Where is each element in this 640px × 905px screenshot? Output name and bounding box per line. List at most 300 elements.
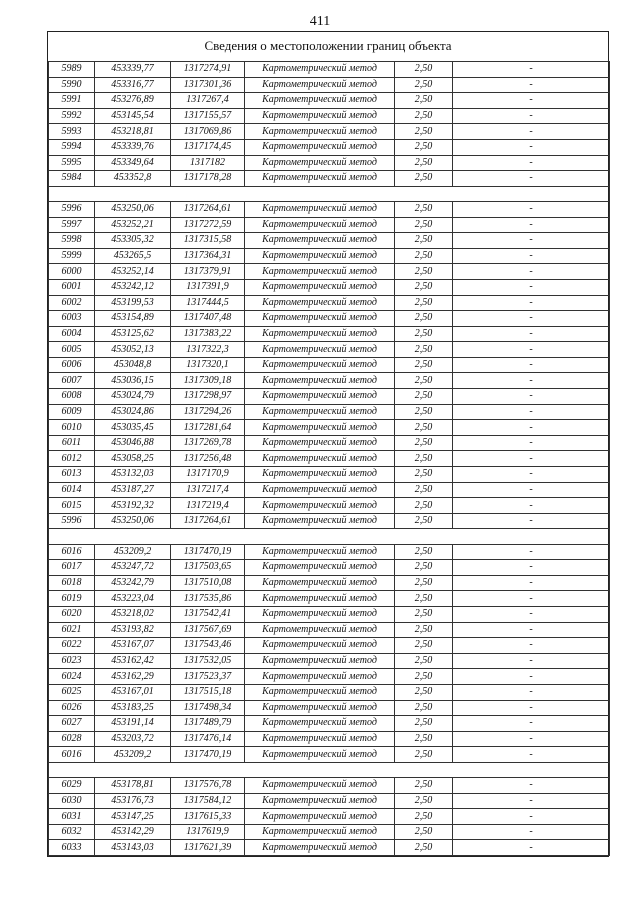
table-row [49,233,610,249]
point-number-cell: 5993 [49,124,95,140]
accuracy-cell: 2,50 [395,700,453,716]
method-cell: Картометрический метод [245,606,395,622]
method-cell: Картометрический метод [245,171,395,187]
x-coordinate-cell: 453167,01 [95,684,171,700]
y-coordinate-cell: 1317274,91 [171,62,245,78]
table-row [49,653,610,669]
method-cell: Картометрический метод [245,77,395,93]
x-coordinate-cell: 453339,76 [95,139,171,155]
y-coordinate-cell: 1317322,3 [171,342,245,358]
y-coordinate-cell: 1317470,19 [171,544,245,560]
x-coordinate-cell: 453132,03 [95,467,171,483]
x-coordinate-cell: 453052,13 [95,342,171,358]
table-row [49,638,610,654]
description-cell: - [453,264,610,280]
description-cell: - [453,544,610,560]
description-cell: - [453,404,610,420]
table-row [49,467,610,483]
point-number-cell: 6012 [49,451,95,467]
description-cell: - [453,373,610,389]
x-coordinate-cell: 453024,79 [95,389,171,405]
y-coordinate-cell: 1317267,4 [171,93,245,109]
point-number-cell: 5998 [49,233,95,249]
x-coordinate-cell: 453187,27 [95,482,171,498]
point-number-cell: 6028 [49,731,95,747]
method-cell: Картометрический метод [245,669,395,685]
x-coordinate-cell: 453176,73 [95,793,171,809]
description-cell: - [453,295,610,311]
x-coordinate-cell: 453167,07 [95,638,171,654]
method-cell: Картометрический метод [245,684,395,700]
table-row [49,482,610,498]
point-number-cell: 5997 [49,217,95,233]
table-row [49,155,610,171]
description-cell: - [453,560,610,576]
description-cell: - [453,155,610,171]
description-cell: - [453,124,610,140]
x-coordinate-cell: 453247,72 [95,560,171,576]
y-coordinate-cell: 1317298,97 [171,389,245,405]
table-row [49,747,610,763]
table-row [49,248,610,264]
accuracy-cell: 2,50 [395,669,453,685]
point-number-cell: 6003 [49,311,95,327]
table-row [49,778,610,794]
point-number-cell: 6011 [49,435,95,451]
method-cell: Картометрический метод [245,217,395,233]
point-number-cell: 5999 [49,248,95,264]
accuracy-cell: 2,50 [395,279,453,295]
x-coordinate-cell: 453162,29 [95,669,171,685]
y-coordinate-cell: 1317515,18 [171,684,245,700]
table-row [49,560,610,576]
point-number-cell: 6009 [49,404,95,420]
y-coordinate-cell: 1317264,61 [171,201,245,217]
point-number-cell: 5996 [49,513,95,529]
description-cell: - [453,420,610,436]
point-number-cell: 6020 [49,606,95,622]
accuracy-cell: 2,50 [395,498,453,514]
y-coordinate-cell: 1317567,69 [171,622,245,638]
point-number-cell: 5991 [49,93,95,109]
point-number-cell: 6031 [49,809,95,825]
method-cell: Картометрический метод [245,809,395,825]
table-row [49,544,610,560]
description-cell: - [453,824,610,840]
y-coordinate-cell: 1317069,86 [171,124,245,140]
table-row [49,606,610,622]
method-cell: Картометрический метод [245,404,395,420]
x-coordinate-cell: 453048,8 [95,357,171,373]
x-coordinate-cell: 453218,81 [95,124,171,140]
x-coordinate-cell: 453339,77 [95,62,171,78]
description-cell: - [453,638,610,654]
table-row [49,840,610,856]
point-number-cell: 5990 [49,77,95,93]
accuracy-cell: 2,50 [395,124,453,140]
description-cell: - [453,93,610,109]
x-coordinate-cell: 453265,5 [95,248,171,264]
method-cell: Картометрический метод [245,498,395,514]
accuracy-cell: 2,50 [395,435,453,451]
method-cell: Картометрический метод [245,357,395,373]
table-row [49,389,610,405]
description-cell: - [453,62,610,78]
method-cell: Картометрический метод [245,731,395,747]
table-row [49,279,610,295]
y-coordinate-cell: 1317264,61 [171,513,245,529]
method-cell: Картометрический метод [245,108,395,124]
x-coordinate-cell: 453209,2 [95,747,171,763]
accuracy-cell: 2,50 [395,248,453,264]
x-coordinate-cell: 453058,25 [95,451,171,467]
accuracy-cell: 2,50 [395,560,453,576]
page-number: 411 [309,14,331,29]
y-coordinate-cell: 1317476,14 [171,731,245,747]
y-coordinate-cell: 1317444,5 [171,295,245,311]
y-coordinate-cell: 1317584,12 [171,793,245,809]
x-coordinate-cell: 453143,03 [95,840,171,856]
table-row [49,591,610,607]
x-coordinate-cell: 453305,32 [95,233,171,249]
x-coordinate-cell: 453162,42 [95,653,171,669]
table-row [49,575,610,591]
method-cell: Картометрический метод [245,793,395,809]
x-coordinate-cell: 453276,89 [95,93,171,109]
method-cell: Картометрический метод [245,700,395,716]
accuracy-cell: 2,50 [395,747,453,763]
accuracy-cell: 2,50 [395,420,453,436]
description-cell: - [453,622,610,638]
description-cell: - [453,684,610,700]
separator-cell [49,186,610,201]
method-cell: Картометрический метод [245,435,395,451]
point-number-cell: 6015 [49,498,95,514]
method-cell: Картометрический метод [245,389,395,405]
x-coordinate-cell: 453035,45 [95,420,171,436]
x-coordinate-cell: 453178,81 [95,778,171,794]
y-coordinate-cell: 1317543,46 [171,638,245,654]
method-cell: Картометрический метод [245,622,395,638]
description-cell: - [453,653,610,669]
table-row [49,404,610,420]
method-cell: Картометрический метод [245,591,395,607]
description-cell: - [453,233,610,249]
group-separator-row [49,762,610,777]
method-cell: Картометрический метод [245,824,395,840]
description-cell: - [453,171,610,187]
method-cell: Картометрический метод [245,248,395,264]
point-number-cell: 6027 [49,716,95,732]
accuracy-cell: 2,50 [395,108,453,124]
point-number-cell: 6014 [49,482,95,498]
accuracy-cell: 2,50 [395,155,453,171]
y-coordinate-cell: 1317174,45 [171,139,245,155]
y-coordinate-cell: 1317489,79 [171,716,245,732]
method-cell: Картометрический метод [245,840,395,856]
method-cell: Картометрический метод [245,778,395,794]
separator-cell [49,762,610,777]
accuracy-cell: 2,50 [395,77,453,93]
y-coordinate-cell: 1317498,34 [171,700,245,716]
point-number-cell: 6007 [49,373,95,389]
description-cell: - [453,700,610,716]
table-row [49,373,610,389]
method-cell: Картометрический метод [245,513,395,529]
point-number-cell: 6030 [49,793,95,809]
point-number-cell: 5996 [49,201,95,217]
table-row [49,311,610,327]
description-cell: - [453,217,610,233]
x-coordinate-cell: 453218,02 [95,606,171,622]
x-coordinate-cell: 453209,2 [95,544,171,560]
method-cell: Картометрический метод [245,124,395,140]
method-cell: Картометрический метод [245,233,395,249]
accuracy-cell: 2,50 [395,389,453,405]
description-cell: - [453,809,610,825]
accuracy-cell: 2,50 [395,544,453,560]
point-number-cell: 5989 [49,62,95,78]
point-number-cell: 6010 [49,420,95,436]
accuracy-cell: 2,50 [395,840,453,856]
description-cell: - [453,513,610,529]
point-number-cell: 6021 [49,622,95,638]
x-coordinate-cell: 453192,32 [95,498,171,514]
y-coordinate-cell: 1317320,1 [171,357,245,373]
point-number-cell: 6029 [49,778,95,794]
accuracy-cell: 2,50 [395,778,453,794]
y-coordinate-cell: 1317219,4 [171,498,245,514]
y-coordinate-cell: 1317256,48 [171,451,245,467]
accuracy-cell: 2,50 [395,404,453,420]
point-number-cell: 6004 [49,326,95,342]
group-separator-row [49,529,610,544]
table-row [49,139,610,155]
method-cell: Картометрический метод [245,264,395,280]
y-coordinate-cell: 1317269,78 [171,435,245,451]
description-cell: - [453,435,610,451]
description-cell: - [453,326,610,342]
point-number-cell: 6033 [49,840,95,856]
x-coordinate-cell: 453250,06 [95,513,171,529]
x-coordinate-cell: 453191,14 [95,716,171,732]
description-cell: - [453,669,610,685]
y-coordinate-cell: 1317576,78 [171,778,245,794]
point-number-cell: 6000 [49,264,95,280]
table-row [49,326,610,342]
description-cell: - [453,467,610,483]
y-coordinate-cell: 1317170,9 [171,467,245,483]
accuracy-cell: 2,50 [395,139,453,155]
point-number-cell: 5994 [49,139,95,155]
point-number-cell: 6025 [49,684,95,700]
table-row [49,451,610,467]
point-number-cell: 6016 [49,747,95,763]
y-coordinate-cell: 1317294,26 [171,404,245,420]
x-coordinate-cell: 453242,79 [95,575,171,591]
x-coordinate-cell: 453252,14 [95,264,171,280]
table-row [49,217,610,233]
accuracy-cell: 2,50 [395,217,453,233]
point-number-cell: 6022 [49,638,95,654]
point-number-cell: 5995 [49,155,95,171]
y-coordinate-cell: 1317532,05 [171,653,245,669]
method-cell: Картометрический метод [245,295,395,311]
accuracy-cell: 2,50 [395,513,453,529]
point-number-cell: 6017 [49,560,95,576]
y-coordinate-cell: 1317281,64 [171,420,245,436]
point-number-cell: 6024 [49,669,95,685]
point-number-cell: 5992 [49,108,95,124]
y-coordinate-cell: 1317619,9 [171,824,245,840]
method-cell: Картометрический метод [245,638,395,654]
accuracy-cell: 2,50 [395,824,453,840]
description-cell: - [453,716,610,732]
table-heading: Сведения о местоположении границ объекта [204,38,452,53]
description-cell: - [453,451,610,467]
table-body [49,62,610,856]
table-row [49,201,610,217]
accuracy-cell: 2,50 [395,62,453,78]
method-cell: Картометрический метод [245,342,395,358]
table-row [49,731,610,747]
accuracy-cell: 2,50 [395,201,453,217]
method-cell: Картометрический метод [245,747,395,763]
x-coordinate-cell: 453024,86 [95,404,171,420]
y-coordinate-cell: 1317309,18 [171,373,245,389]
accuracy-cell: 2,50 [395,467,453,483]
y-coordinate-cell: 1317155,57 [171,108,245,124]
x-coordinate-cell: 453147,25 [95,809,171,825]
method-cell: Картометрический метод [245,155,395,171]
accuracy-cell: 2,50 [395,809,453,825]
accuracy-cell: 2,50 [395,684,453,700]
description-cell: - [453,77,610,93]
y-coordinate-cell: 1317383,22 [171,326,245,342]
accuracy-cell: 2,50 [395,638,453,654]
table-row [49,62,610,78]
y-coordinate-cell: 1317272,59 [171,217,245,233]
y-coordinate-cell: 1317178,28 [171,171,245,187]
x-coordinate-cell: 453142,29 [95,824,171,840]
description-cell: - [453,482,610,498]
table-row [49,793,610,809]
method-cell: Картометрический метод [245,482,395,498]
table-row [49,669,610,685]
accuracy-cell: 2,50 [395,311,453,327]
accuracy-cell: 2,50 [395,731,453,747]
description-cell: - [453,747,610,763]
method-cell: Картометрический метод [245,326,395,342]
method-cell: Картометрический метод [245,451,395,467]
point-number-cell: 6032 [49,824,95,840]
accuracy-cell: 2,50 [395,653,453,669]
y-coordinate-cell: 1317364,31 [171,248,245,264]
x-coordinate-cell: 453036,15 [95,373,171,389]
description-cell: - [453,793,610,809]
method-cell: Картометрический метод [245,93,395,109]
method-cell: Картометрический метод [245,311,395,327]
table-row [49,700,610,716]
point-number-cell: 6002 [49,295,95,311]
table-row [49,171,610,187]
accuracy-cell: 2,50 [395,793,453,809]
group-separator-row [49,186,610,201]
method-cell: Картометрический метод [245,201,395,217]
table-row [49,77,610,93]
x-coordinate-cell: 453046,88 [95,435,171,451]
point-number-cell: 6008 [49,389,95,405]
table-row [49,684,610,700]
x-coordinate-cell: 453316,77 [95,77,171,93]
description-cell: - [453,357,610,373]
accuracy-cell: 2,50 [395,451,453,467]
accuracy-cell: 2,50 [395,606,453,622]
accuracy-cell: 2,50 [395,326,453,342]
accuracy-cell: 2,50 [395,622,453,638]
method-cell: Картометрический метод [245,467,395,483]
x-coordinate-cell: 453125,62 [95,326,171,342]
separator-cell [49,529,610,544]
x-coordinate-cell: 453183,25 [95,700,171,716]
point-number-cell: 5984 [49,171,95,187]
method-cell: Картометрический метод [245,62,395,78]
y-coordinate-cell: 1317615,33 [171,809,245,825]
accuracy-cell: 2,50 [395,171,453,187]
table-row [49,498,610,514]
x-coordinate-cell: 453352,8 [95,171,171,187]
accuracy-cell: 2,50 [395,233,453,249]
accuracy-cell: 2,50 [395,342,453,358]
y-coordinate-cell: 1317621,39 [171,840,245,856]
method-cell: Картометрический метод [245,544,395,560]
table-row [49,809,610,825]
x-coordinate-cell: 453145,54 [95,108,171,124]
point-number-cell: 6013 [49,467,95,483]
description-cell: - [453,311,610,327]
y-coordinate-cell: 1317379,91 [171,264,245,280]
description-cell: - [453,731,610,747]
description-cell: - [453,248,610,264]
y-coordinate-cell: 1317217,4 [171,482,245,498]
y-coordinate-cell: 1317407,48 [171,311,245,327]
x-coordinate-cell: 453250,06 [95,201,171,217]
y-coordinate-cell: 1317503,65 [171,560,245,576]
table-row [49,513,610,529]
y-coordinate-cell: 1317315,58 [171,233,245,249]
x-coordinate-cell: 453193,82 [95,622,171,638]
table-row [49,108,610,124]
accuracy-cell: 2,50 [395,482,453,498]
description-cell: - [453,139,610,155]
accuracy-cell: 2,50 [395,591,453,607]
description-cell: - [453,201,610,217]
y-coordinate-cell: 1317182 [171,155,245,171]
x-coordinate-cell: 453252,21 [95,217,171,233]
method-cell: Картометрический метод [245,420,395,436]
boundary-coordinates-table [48,61,610,856]
table-row [49,124,610,140]
table-row [49,264,610,280]
y-coordinate-cell: 1317301,36 [171,77,245,93]
method-cell: Картометрический метод [245,716,395,732]
x-coordinate-cell: 453242,12 [95,279,171,295]
accuracy-cell: 2,50 [395,295,453,311]
accuracy-cell: 2,50 [395,93,453,109]
table-row [49,295,610,311]
description-cell: - [453,108,610,124]
table-row [49,824,610,840]
